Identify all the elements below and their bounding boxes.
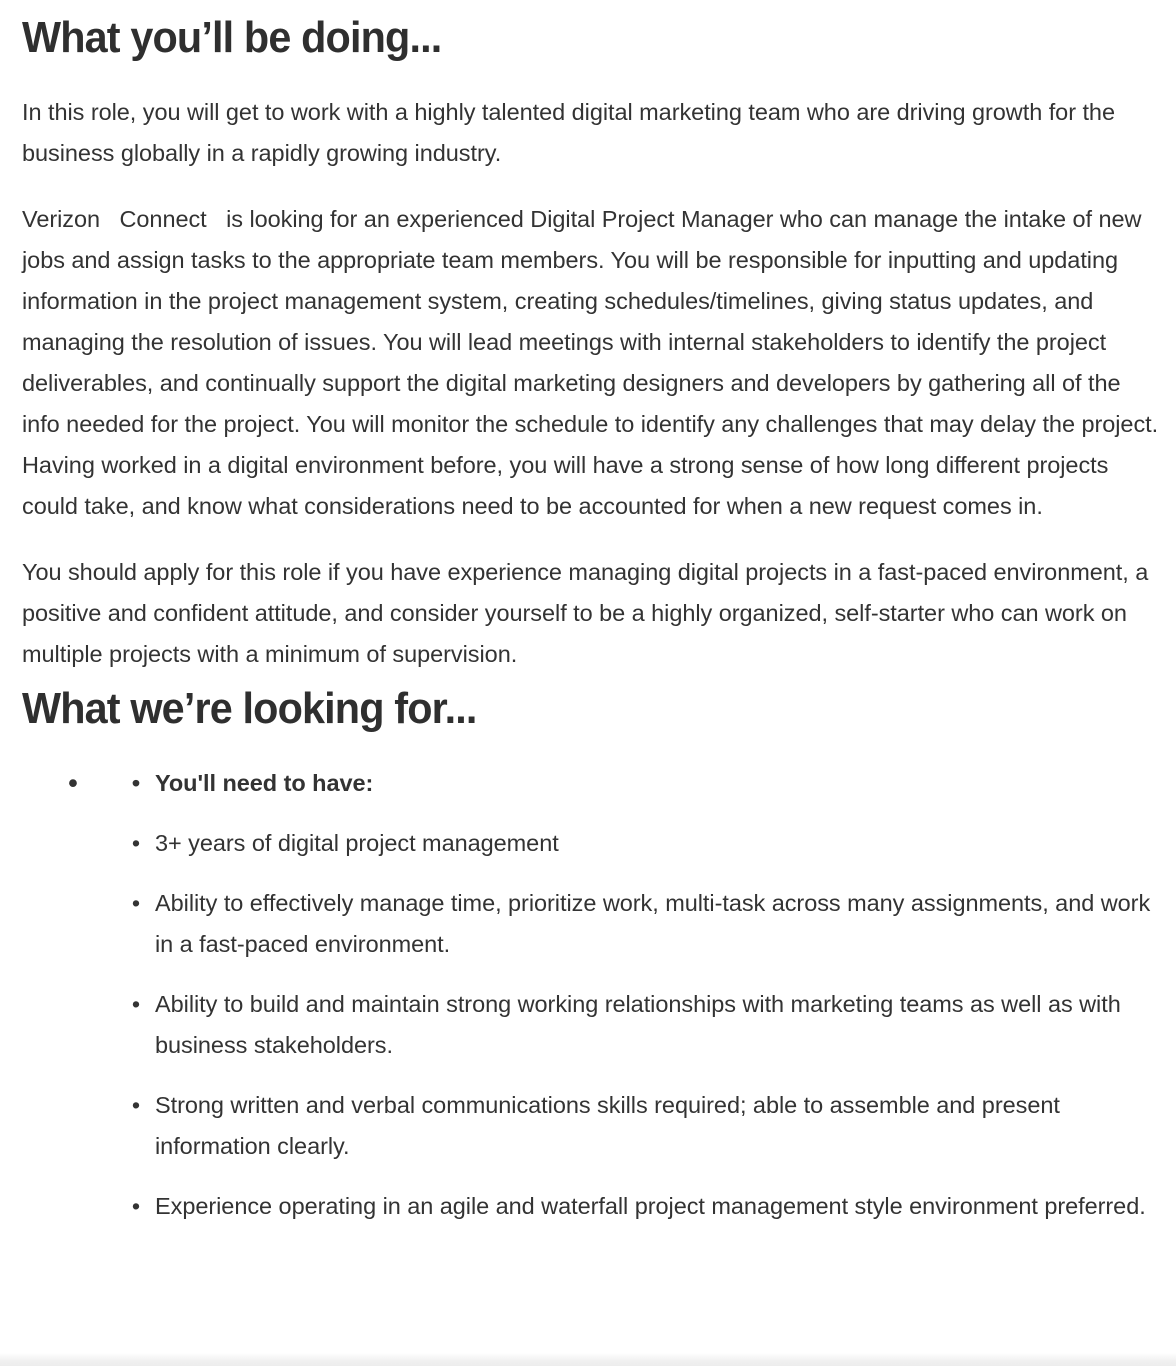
list-item-label: Ability to build and maintain strong working relationships with marketing teams as well as with business stakeholders. [155, 991, 1121, 1058]
list-item [22, 1186, 1160, 1227]
requirements-list [22, 763, 1160, 1227]
list-item-label: Ability to effectively manage time, prioritize work, multi-task across many assignments, and work in a fast-paced environment. [155, 890, 1151, 957]
paragraph-role-body: is looking for an experienced Digital Project Manager who can manage the intake of new jobs and assign tasks to the appropriate team members. You will be responsible for inputting and updating information in the project management system, creating schedules/timelines, giving status updates, and managing the resolution of issues. You will lead meetings with internal stakeholders to identify the project deliverables, and continually support the digital marketing designers and developers by gathering all of the info needed for the project. You will monitor the schedule to identify any challenges that may delay the project. Having worked in a digital environment before, you will have a strong sense of how long different projects could take, and know what considerations need to be accounted for when a new request comes in. [22, 206, 1159, 519]
list-item [22, 1085, 1160, 1167]
brand-spacer-2 [207, 206, 226, 232]
list-item-label: You'll need to have: [155, 770, 374, 796]
bullet-icon: • [131, 830, 141, 856]
page-title-what-youll-be-doing: What you’ll be doing... [22, 13, 442, 62]
brand-name-verizon: Verizon [22, 206, 101, 232]
list-item [22, 823, 1160, 864]
paragraph-role-description [22, 199, 1160, 527]
bullet-icon: • [131, 770, 141, 796]
list-item-label: Experience operating in an agile and waterfall project management style environment preferred. [155, 1193, 1146, 1219]
list-item [22, 984, 1160, 1066]
list-item-label: 3+ years of digital project management [155, 830, 559, 856]
list-item-label: Strong written and verbal communications skills required; able to assemble and present information clearly. [155, 1092, 1060, 1159]
brand-name-connect: Connect [119, 206, 207, 232]
list-item [22, 883, 1160, 965]
bullet-icon: • [131, 1092, 141, 1118]
paragraph-intro: In this role, you will get to work with a highly talented digital marketing team who are driving growth for the business globally in a rapidly growing industry. [22, 99, 1115, 166]
bullet-outer-icon: • [68, 768, 78, 798]
page-title-what-were-looking-for: What we’re looking for... [22, 684, 477, 733]
paragraph-should-apply: You should apply for this role if you have experience managing digital projects in a fast-paced environment, a positive and confident attitude, and consider yourself to be a highly organized, self-starter who can work on multiple projects with a minimum of supervision. [22, 559, 1149, 667]
bullet-icon: • [131, 890, 141, 916]
bullet-icon: • [131, 991, 141, 1017]
list-item [22, 763, 1160, 804]
brand-spacer-1 [100, 206, 119, 232]
bullet-icon: • [131, 1193, 141, 1219]
